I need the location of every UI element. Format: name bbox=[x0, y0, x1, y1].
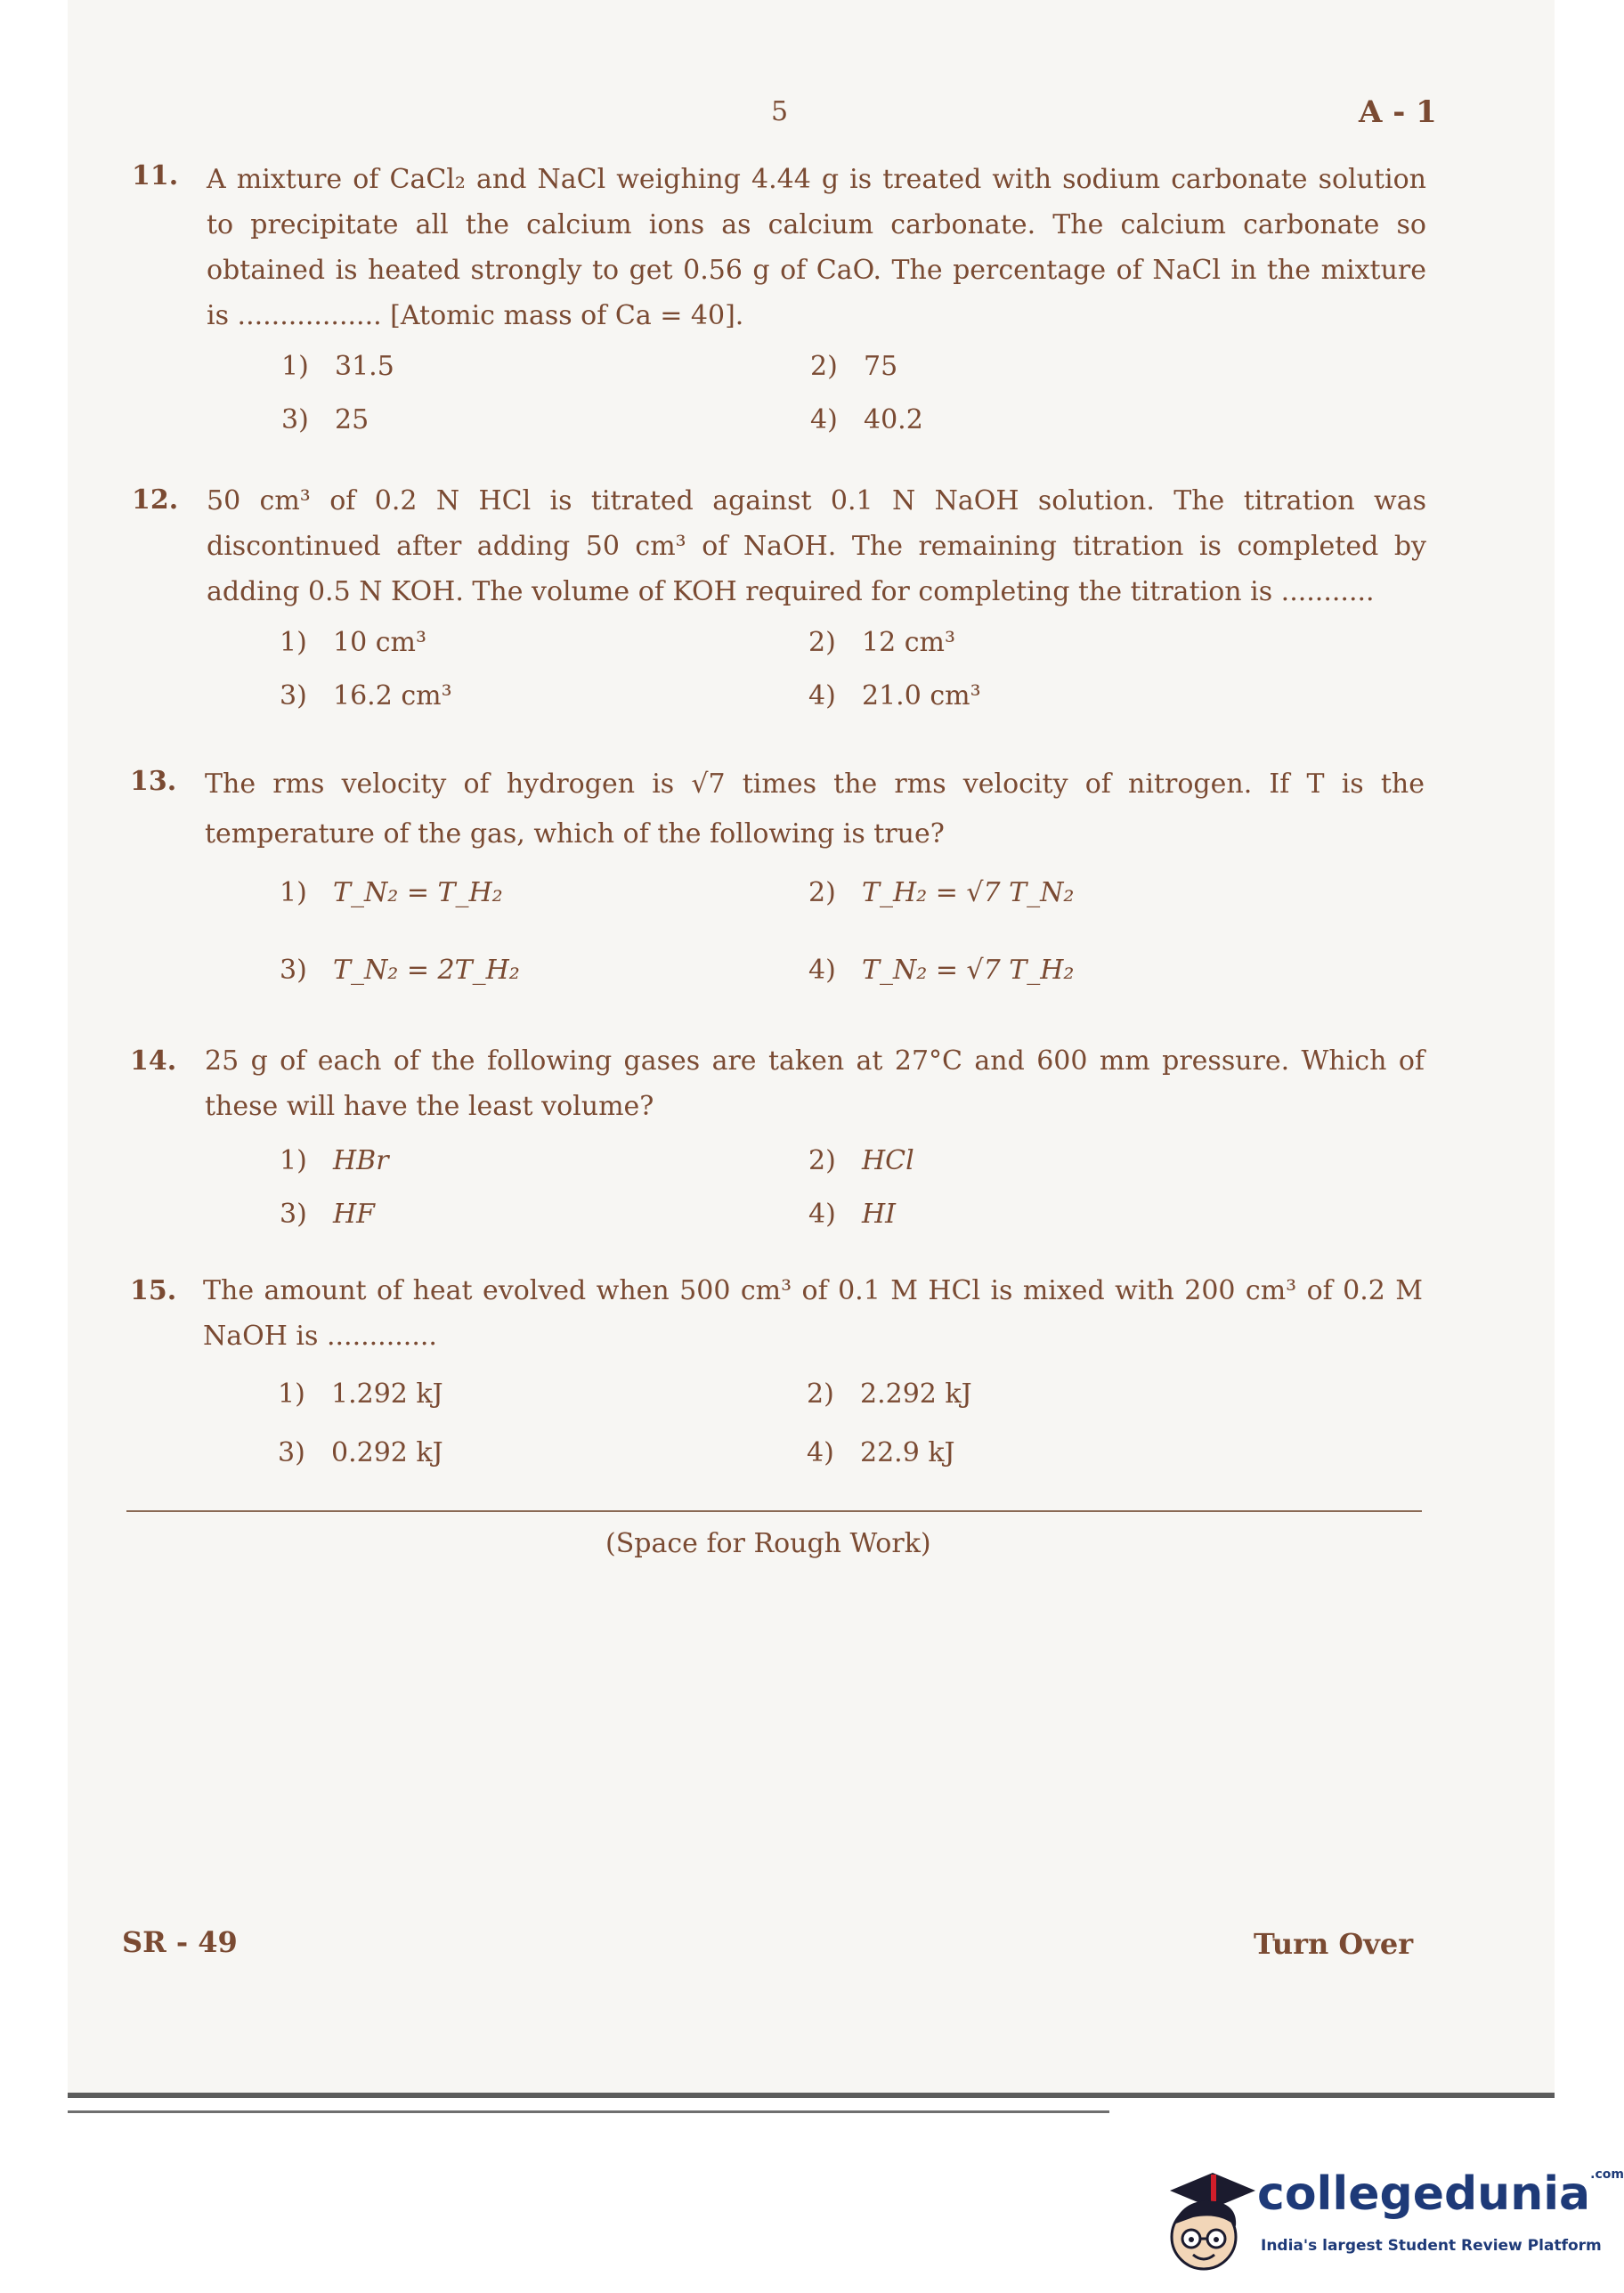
question-number: 11. bbox=[132, 160, 179, 191]
option-1[interactable]: 1) T_N₂ = T_H₂ bbox=[280, 877, 503, 908]
brand-tagline: India's largest Student Review Platform bbox=[1261, 2237, 1602, 2255]
question-text: 50 cm³ of 0.2 N HCl is titrated against 0.1 N NaOH solution. The titration was discontinued after adding 50 cm³ of NaOH. The remaining titration is completed by adding 0.5 N KOH. The volume of KOH required for completing the titration is ........... bbox=[207, 485, 1426, 607]
option-3[interactable]: 3) HF bbox=[280, 1199, 375, 1230]
question-text: A mixture of CaCl₂ and NaCl weighing 4.44 g is treated with sodium carbonate solution to precipitate all the calcium ions as calcium carbonate. The calcium carbonate so obtained is heated strongly to get 0.56 g of CaO. The percentage of NaCl in the mixture is ................. [Atomic mass of Ca = 40]. bbox=[207, 164, 1426, 331]
question-number: 14. bbox=[130, 1045, 177, 1077]
option-1[interactable]: 1) 10 cm³ bbox=[280, 627, 426, 658]
footer-code: SR - 49 bbox=[122, 1925, 238, 1959]
collegedunia-watermark bbox=[1157, 2155, 1624, 2289]
option-2[interactable]: 2) 2.292 kJ bbox=[807, 1378, 972, 1410]
question-number: 13. bbox=[130, 766, 177, 797]
option-3[interactable]: 3) T_N₂ = 2T_H₂ bbox=[280, 955, 520, 986]
question-text: The rms velocity of hydrogen is √7 times the rms velocity of nitrogen. If T is the temperature of the gas, which of the following is true? bbox=[205, 768, 1425, 850]
brand-name: collegedunia$^{.com}$ bbox=[1257, 2167, 1624, 2221]
option-1[interactable]: 1) HBr bbox=[280, 1145, 389, 1176]
option-4[interactable]: 4) 22.9 kJ bbox=[807, 1437, 955, 1468]
option-3[interactable]: 3) 25 bbox=[281, 404, 369, 435]
option-2[interactable]: 2) HCl bbox=[808, 1145, 914, 1176]
option-4[interactable]: 4) 40.2 bbox=[810, 404, 923, 435]
question-number: 12. bbox=[132, 484, 179, 516]
question-text: 25 g of each of the following gases are taken at 27°C and 600 mm pressure. Which of these will have the least volume? bbox=[205, 1045, 1425, 1122]
option-4[interactable]: 4) 21.0 cm³ bbox=[808, 680, 981, 711]
turn-over-label: Turn Over bbox=[1254, 1927, 1414, 1961]
page-edge bbox=[68, 2093, 1555, 2098]
page-number: 5 bbox=[771, 96, 789, 127]
option-1[interactable]: 1) 1.292 kJ bbox=[278, 1378, 443, 1410]
paper-code: A - 1 bbox=[1359, 94, 1437, 130]
divider-rule bbox=[126, 1510, 1422, 1512]
option-3[interactable]: 3) 16.2 cm³ bbox=[280, 680, 452, 711]
option-2[interactable]: 2) 12 cm³ bbox=[808, 627, 955, 658]
option-2[interactable]: 2) T_H₂ = √7 T_N₂ bbox=[808, 877, 1075, 908]
option-4[interactable]: 4) T_N₂ = √7 T_H₂ bbox=[808, 955, 1075, 986]
option-3[interactable]: 3) 0.292 kJ bbox=[278, 1437, 443, 1468]
question-number: 15. bbox=[130, 1275, 177, 1306]
option-4[interactable]: 4) HI bbox=[808, 1199, 897, 1230]
option-1[interactable]: 1) 31.5 bbox=[281, 351, 394, 382]
question-text: The amount of heat evolved when 500 cm³ of 0.1 M HCl is mixed with 200 cm³ of 0.2 M NaOH is ............. bbox=[203, 1275, 1423, 1352]
rough-work-label: (Space for Rough Work) bbox=[605, 1528, 931, 1559]
page-edge-shadow bbox=[68, 2110, 1109, 2113]
option-2[interactable]: 2) 75 bbox=[810, 351, 898, 382]
mascot-icon bbox=[1157, 2155, 1255, 2289]
